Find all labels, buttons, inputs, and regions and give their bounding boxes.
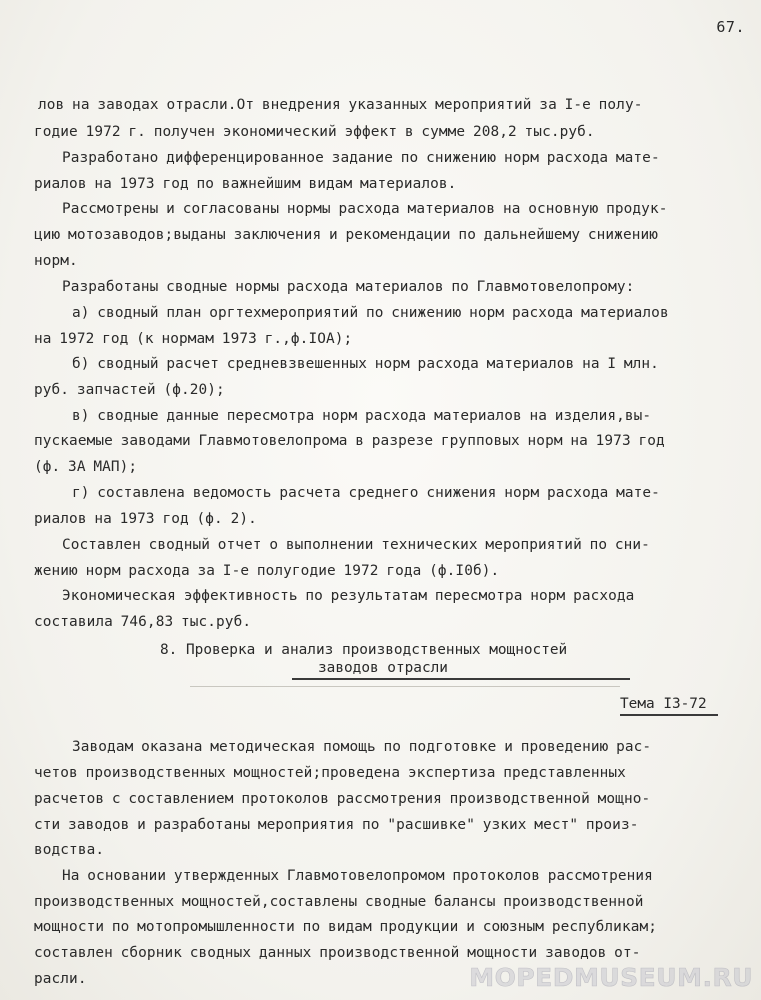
text-line: производственных мощностей,составлены сводные балансы производственной bbox=[34, 894, 644, 910]
text-line: Рассмотрены и согласованы нормы расхода материалов на основную продук- bbox=[62, 201, 668, 217]
text-line: годие 1972 г. получен экономический эффект в сумме 208,2 тыс.руб. bbox=[34, 124, 595, 140]
text-line: жению норм расхода за I-е полугодие 1972 года (ф.I0б). bbox=[34, 563, 500, 579]
text-line: расли. bbox=[34, 971, 87, 987]
site-watermark: MOPEDMUSEUM.RU bbox=[469, 963, 753, 992]
text-line: риалов на 1973 год по важнейшим видам материалов. bbox=[34, 176, 457, 192]
theme-label-underline bbox=[620, 714, 718, 716]
text-line: Заводам оказана методическая помощь по подготовке и проведению рас- bbox=[72, 739, 652, 755]
text-line: На основании утвержденных Главмотовелопромом протоколов рассмотрения bbox=[62, 868, 653, 884]
section-title: 8. Проверка и анализ производственных мощностей bbox=[160, 642, 568, 658]
section-title-continued: заводов отрасли bbox=[318, 660, 448, 676]
text-line: составлен сборник сводных данных производственной мощности заводов от- bbox=[34, 945, 641, 961]
text-line: руб. запчастей (ф.20); bbox=[34, 382, 225, 398]
text-line: расчетов с составлением протоколов рассмотрения производственной мощно- bbox=[34, 791, 651, 807]
theme-label: Тема I3-72 bbox=[620, 696, 707, 712]
section-title-shadow-line bbox=[190, 686, 620, 687]
text-line: водства. bbox=[34, 842, 105, 858]
text-line: (ф. 3А МАП); bbox=[34, 459, 138, 475]
text-line: составила 746,83 тыс.руб. bbox=[34, 614, 252, 630]
text-line: пускаемые заводами Главмотовелопрома в разрезе групповых норм на 1973 год bbox=[34, 433, 665, 449]
text-line: на 1972 год (к нормам 1973 г.,ф.IOA); bbox=[34, 331, 353, 347]
section-title-underline bbox=[292, 678, 630, 680]
text-line: цию мотозаводов;выданы заключения и рекомендации по дальнейшему снижению bbox=[34, 227, 658, 243]
text-line: Разработано дифференцированное задание по снижению норм расхода мате- bbox=[62, 150, 660, 166]
text-line: б) сводный расчет средневзвешенных норм расхода материалов на I млн. bbox=[72, 356, 659, 372]
text-line: Составлен сводный отчет о выполнении технических мероприятий по сни- bbox=[62, 537, 650, 553]
text-line: мощности по мотопромышленности по видам продукции и союзным республикам; bbox=[34, 919, 657, 935]
text-line: сти заводов и разработаны мероприятия по "расшивке" узких мест" произ- bbox=[34, 817, 639, 833]
page-number: 67. bbox=[716, 18, 745, 36]
text-line: а) сводный план оргтехмероприятий по снижению норм расхода материалов bbox=[72, 305, 669, 321]
text-line: риалов на 1973 год (ф. 2). bbox=[34, 511, 257, 527]
text-line: четов производственных мощностей;проведена экспертиза представленных bbox=[34, 765, 626, 781]
text-line: Разработаны сводные нормы расхода материалов по Главмотовелопрому: bbox=[62, 279, 635, 295]
text-line: лов на заводах отрасли.От внедрения указанных мероприятий за I-е полу- bbox=[38, 97, 643, 113]
text-line: норм. bbox=[34, 253, 78, 269]
text-line: в) сводные данные пересмотра норм расхода материалов на изделия,вы- bbox=[72, 408, 652, 424]
text-line: Экономическая эффективность по результатам пересмотра норм расхода bbox=[62, 588, 635, 604]
text-line: г) составлена ведомость расчета среднего снижения норм расхода мате- bbox=[72, 485, 660, 501]
